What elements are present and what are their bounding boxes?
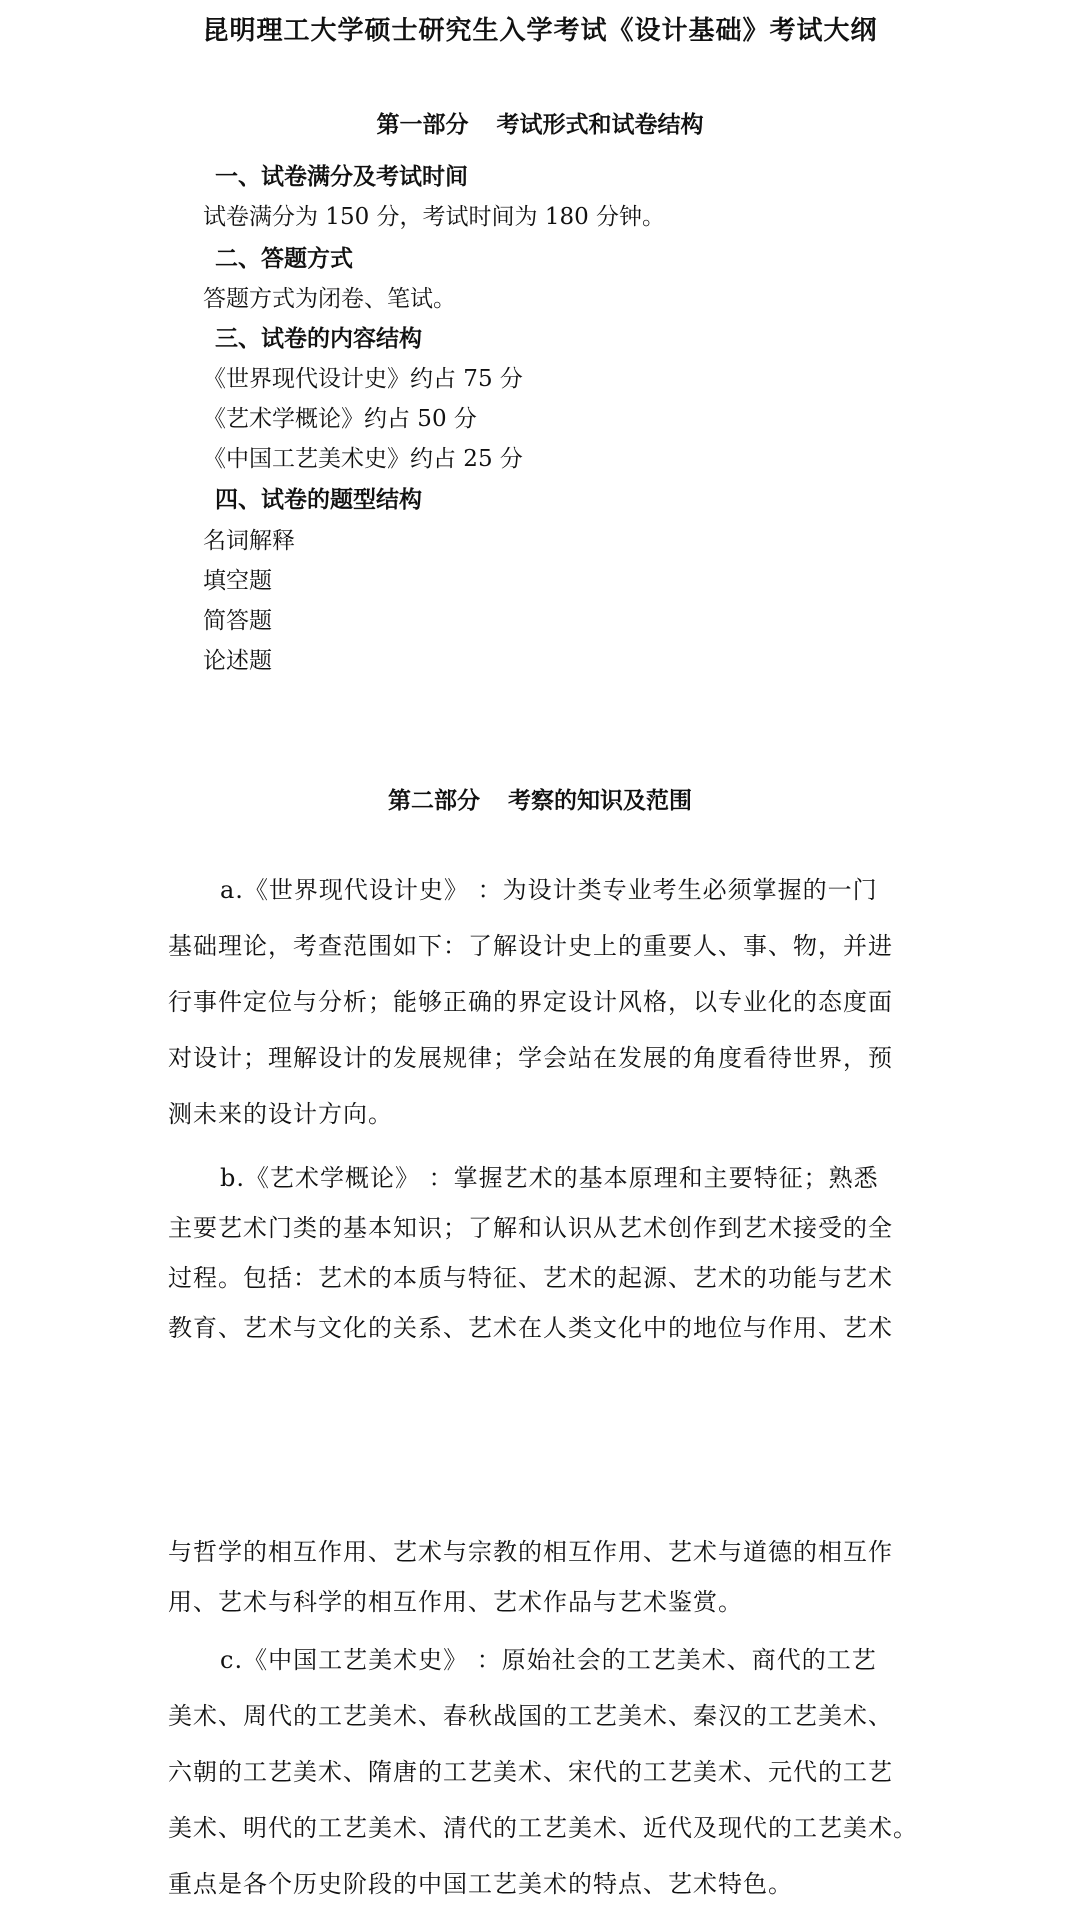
paragraph-c [168, 1632, 938, 1912]
section-4-line-2: 填空题 [203, 568, 272, 594]
part1-heading-num: 第一部分 [376, 112, 469, 138]
section-3-line-2: 《艺术学概论》约占 50 分 [203, 406, 477, 432]
part1-heading [0, 106, 1080, 139]
section-2-line: 答题方式为闭卷、笔试。 [203, 286, 456, 312]
paragraph-c-line: 重点是各个历史阶段的中国工艺美术的特点、艺术特色。 [168, 1870, 793, 1898]
paragraph-c-line: 美术、周代的工艺美术、春秋战国的工艺美术、秦汉的工艺美术、 [168, 1702, 893, 1730]
section-heading-3: 三、试卷的内容结构 [215, 326, 422, 352]
part2-heading [0, 782, 1080, 815]
paragraph-b-continued [168, 1527, 938, 1627]
paragraph-b-line: 过程。包括：艺术的本质与特征、艺术的起源、艺术的功能与艺术 [168, 1264, 893, 1292]
part2-heading-num: 第二部分 [388, 788, 480, 814]
section-heading-4: 四、试卷的题型结构 [215, 487, 422, 513]
paragraph-b-line: 主要艺术门类的基本知识；了解和认识从艺术创作到艺术接受的全 [168, 1214, 893, 1242]
section-4-line-1: 名词解释 [203, 528, 295, 554]
paragraph-a-line: a.《世界现代设计史》 ：为设计类专业考生必须掌握的一门 [220, 876, 878, 904]
section-heading-2: 二、答题方式 [215, 246, 353, 272]
paragraph-a-line: 测未来的设计方向。 [168, 1100, 393, 1128]
section-1-line: 试卷满分为 150 分，考试时间为 180 分钟。 [203, 204, 666, 230]
paragraph-c-line: 美术、明代的工艺美术、清代的工艺美术、近代及现代的工艺美术。 [168, 1814, 918, 1842]
part1-heading-text: 考试形式和试卷结构 [496, 112, 704, 138]
part2-heading-text: 考察的知识及范围 [508, 788, 692, 814]
section-heading-1: 一、试卷满分及考试时间 [215, 164, 468, 190]
paragraph-c-line: 六朝的工艺美术、隋唐的工艺美术、宋代的工艺美术、元代的工艺 [168, 1758, 893, 1786]
paragraph-c-line: c.《中国工艺美术史》 ：原始社会的工艺美术、商代的工艺 [220, 1646, 877, 1674]
paragraph-b-line: 与哲学的相互作用、艺术与宗教的相互作用、艺术与道德的相互作 [168, 1538, 893, 1566]
paragraph-a-line: 行事件定位与分析；能够正确的界定设计风格，以专业化的态度面 [168, 988, 893, 1016]
paragraph-b-line: b.《艺术学概论》 ：掌握艺术的基本原理和主要特征；熟悉 [220, 1164, 879, 1192]
paragraph-a [168, 862, 938, 1142]
section-3-line-3: 《中国工艺美术史》约占 25 分 [203, 446, 523, 472]
paragraph-a-line: 基础理论，考查范围如下：了解设计史上的重要人、事、物，并进 [168, 932, 893, 960]
paragraph-b [168, 1153, 938, 1353]
paragraph-b-line: 用、艺术与科学的相互作用、艺术作品与艺术鉴赏。 [168, 1588, 743, 1616]
section-4-line-3: 简答题 [203, 608, 272, 634]
section-4-line-4: 论述题 [203, 648, 272, 674]
paragraph-b-line: 教育、艺术与文化的关系、艺术在人类文化中的地位与作用、艺术 [168, 1314, 893, 1342]
document-title: 昆明理工大学硕士研究生入学考试《设计基础》考试大纲 [202, 16, 878, 46]
section-3-line-1: 《世界现代设计史》约占 75 分 [203, 366, 523, 392]
paragraph-a-line: 对设计；理解设计的发展规律；学会站在发展的角度看待世界，预 [168, 1044, 893, 1072]
